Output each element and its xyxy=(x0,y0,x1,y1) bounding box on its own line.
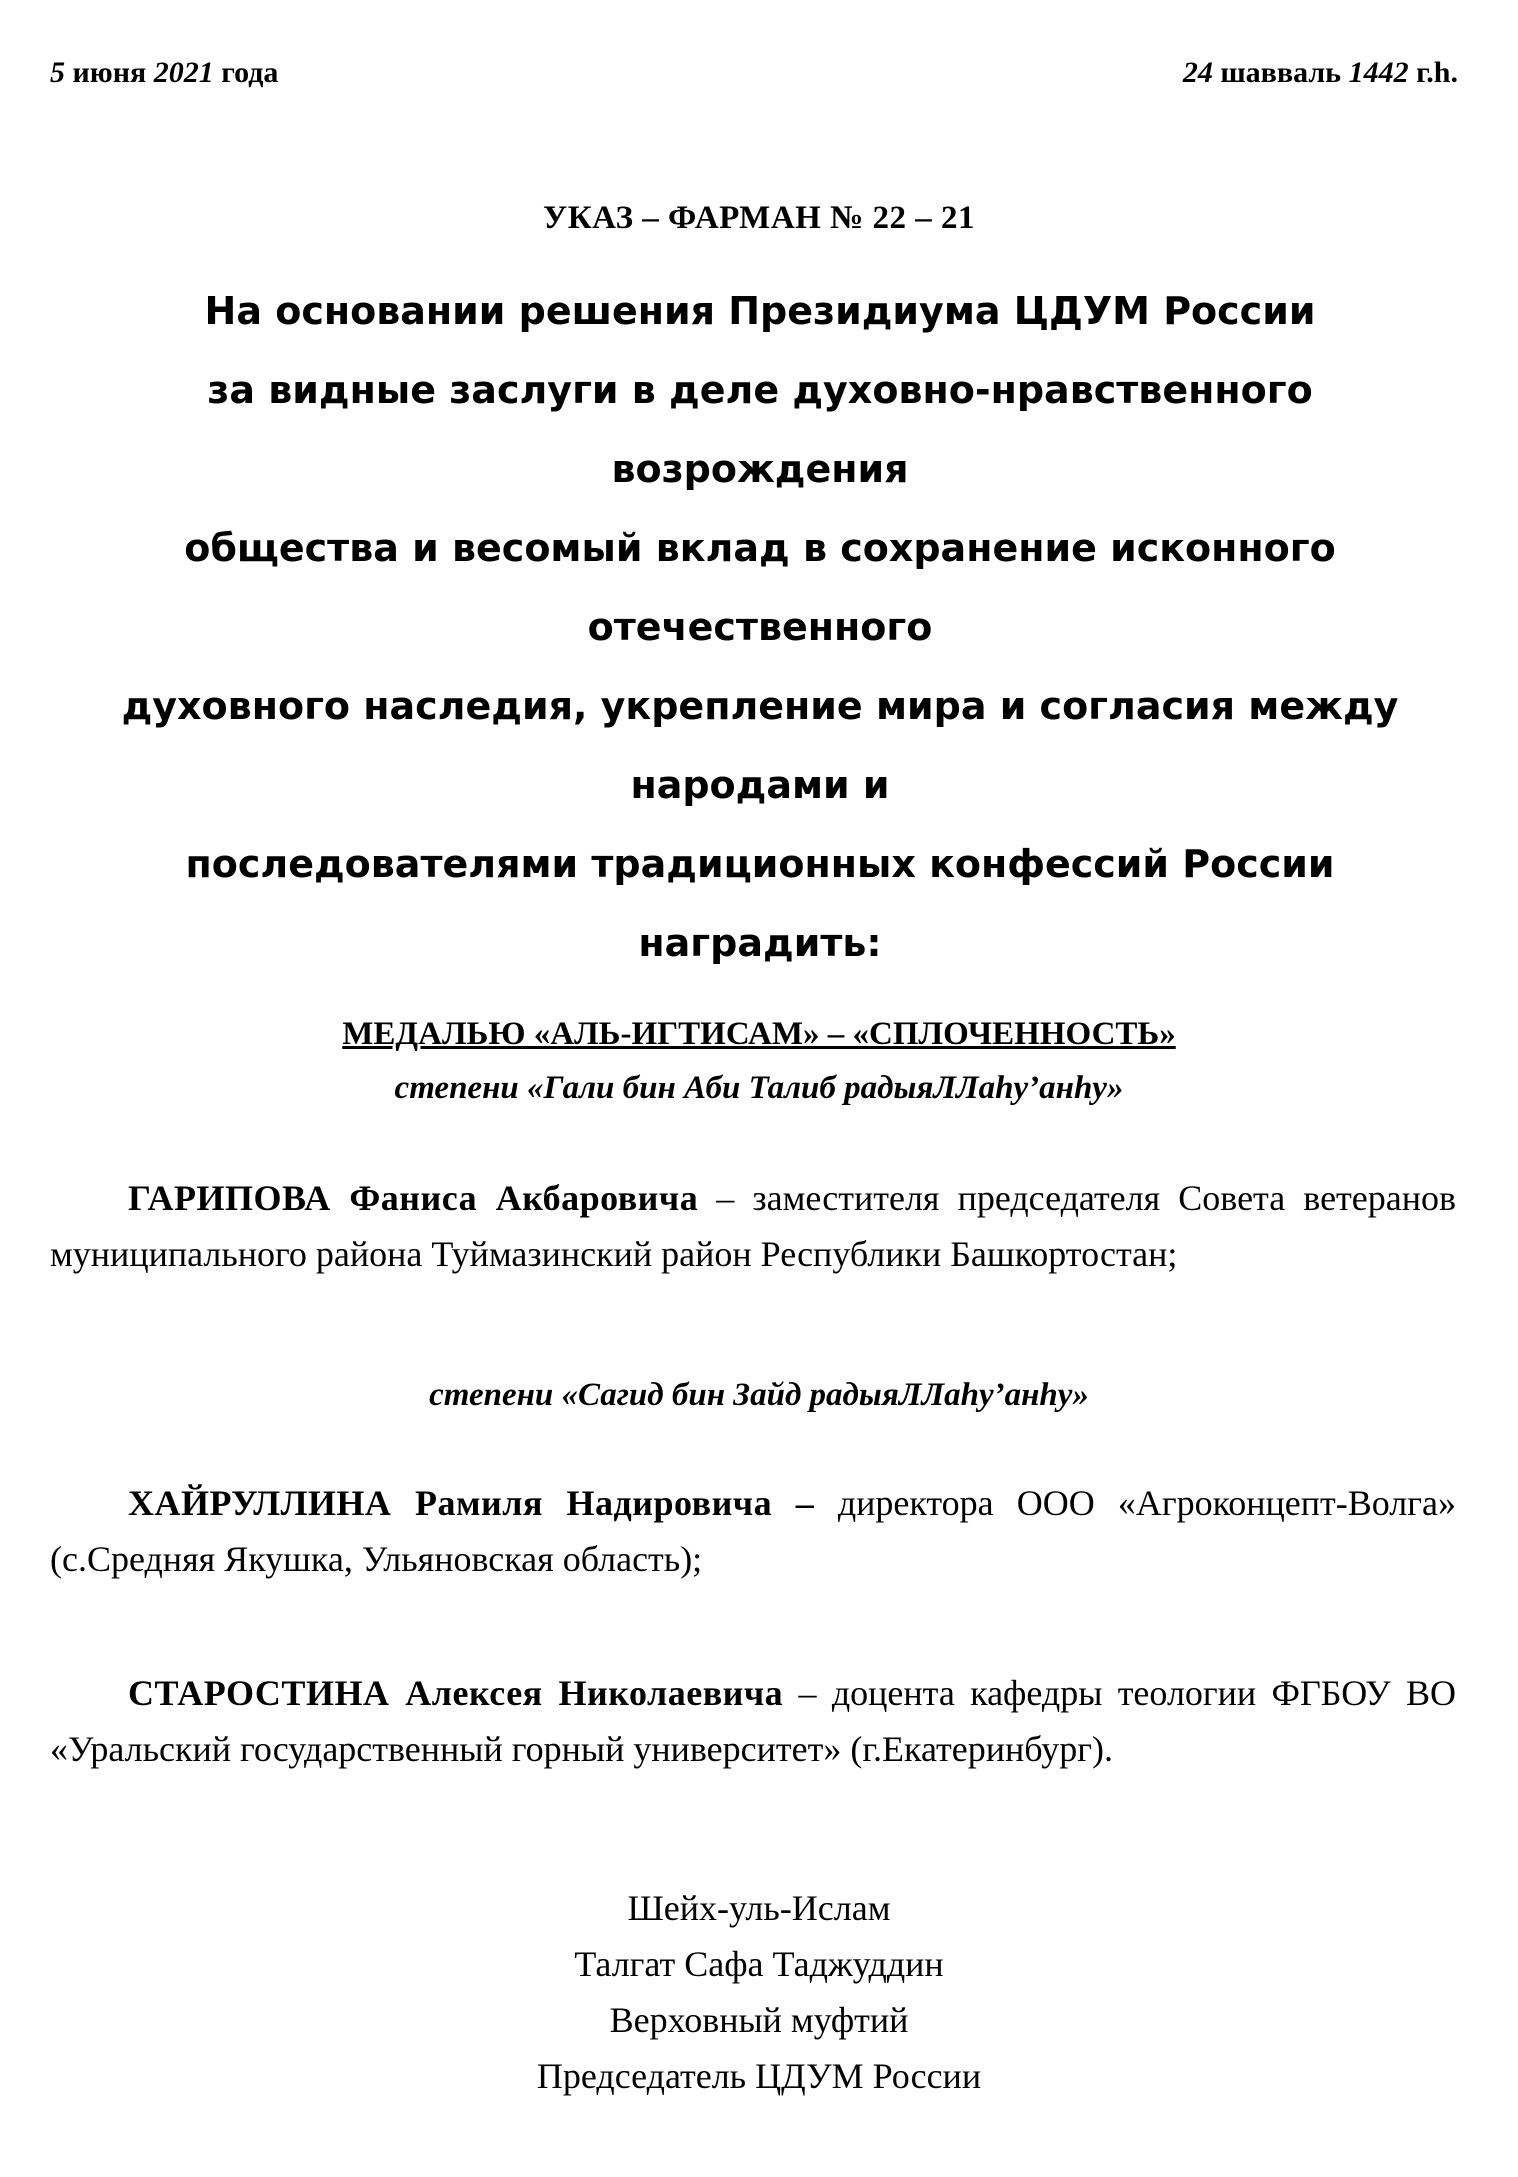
awardee-paragraph xyxy=(50,1475,1456,1587)
signature-line: Талгат Сафа Таджуддин xyxy=(574,1944,944,1984)
preamble-line: На основании решения Президиума ЦДУМ России xyxy=(204,289,1316,333)
awardee-description: директора ООО «Агроконцепт-Волга» (с.Средняя Якушка, Ульяновская область); xyxy=(50,1483,1456,1579)
date-year: 2021 xyxy=(153,56,214,89)
awardee-description: заместителя председателя Совета ветеранов муниципального района Туймазинский район Республики Башкортостан; xyxy=(50,1178,1457,1274)
date-gregorian xyxy=(50,56,278,90)
awardee-name: СТАРОСТИНА Алексея Николаевича xyxy=(128,1673,784,1713)
date-month: шавваль xyxy=(1220,56,1342,89)
decree-title: УКАЗ – ФАРМАН № 22 – 21 xyxy=(542,200,975,236)
signature-block xyxy=(0,1880,1518,2104)
awardee-description: доцента кафедры теологии ФГБОУ ВО «Уральский государственный горный университет» (г.Екатеринбург). xyxy=(50,1673,1456,1769)
preamble-line: возрождения xyxy=(611,447,909,491)
awardee-name: ГАРИПОВА Фаниса Акбаровича xyxy=(128,1178,699,1218)
signature-line: Шейх-уль-Ислам xyxy=(627,1888,891,1928)
preamble-line: последователями традиционных конфессий России xyxy=(185,842,1335,886)
awardee-dash: – xyxy=(783,1673,832,1713)
degree-heading: степени «Гали бин Аби Талиб радыяЛЛаһу’анһу» xyxy=(394,1070,1124,1106)
date-suffix: г.һ. xyxy=(1416,56,1458,89)
date-month: июня xyxy=(72,56,147,89)
preamble-line: общества и весомый вклад в сохранение исконного xyxy=(184,526,1336,570)
degree-heading: степени «Сагид бин Зайд радыяЛЛаһу’анһу» xyxy=(429,1377,1089,1413)
awardee-name: ХАЙРУЛЛИНА Рамиля Надировича xyxy=(128,1483,773,1523)
awardee-dash: – xyxy=(698,1178,753,1218)
date-hijri xyxy=(1183,56,1458,90)
signature-line: Верховный муфтий xyxy=(609,2000,909,2040)
preamble-line: за видные заслуги в деле духовно-нравственного xyxy=(207,368,1313,412)
medal-title: МЕДАЛЬЮ «АЛЬ-ИГТИСАМ» – «СПЛОЧЕННОСТЬ» xyxy=(342,1016,1176,1052)
date-day: 5 xyxy=(50,56,65,89)
preamble xyxy=(80,272,1440,983)
date-day: 24 xyxy=(1182,56,1213,89)
awardee-dash: – xyxy=(772,1483,838,1523)
preamble-line: наградить: xyxy=(638,921,882,965)
awardee-paragraph xyxy=(50,1665,1456,1777)
preamble-line: духовного наследия, укрепление мира и согласия между xyxy=(121,684,1399,728)
date-year: 1442 xyxy=(1348,56,1409,89)
signature-line: Председатель ЦДУМ России xyxy=(536,2056,982,2096)
preamble-line: отечественного xyxy=(587,605,933,649)
date-suffix: года xyxy=(221,56,279,89)
awardee-paragraph xyxy=(50,1170,1456,1282)
preamble-line: народами и xyxy=(630,763,890,807)
